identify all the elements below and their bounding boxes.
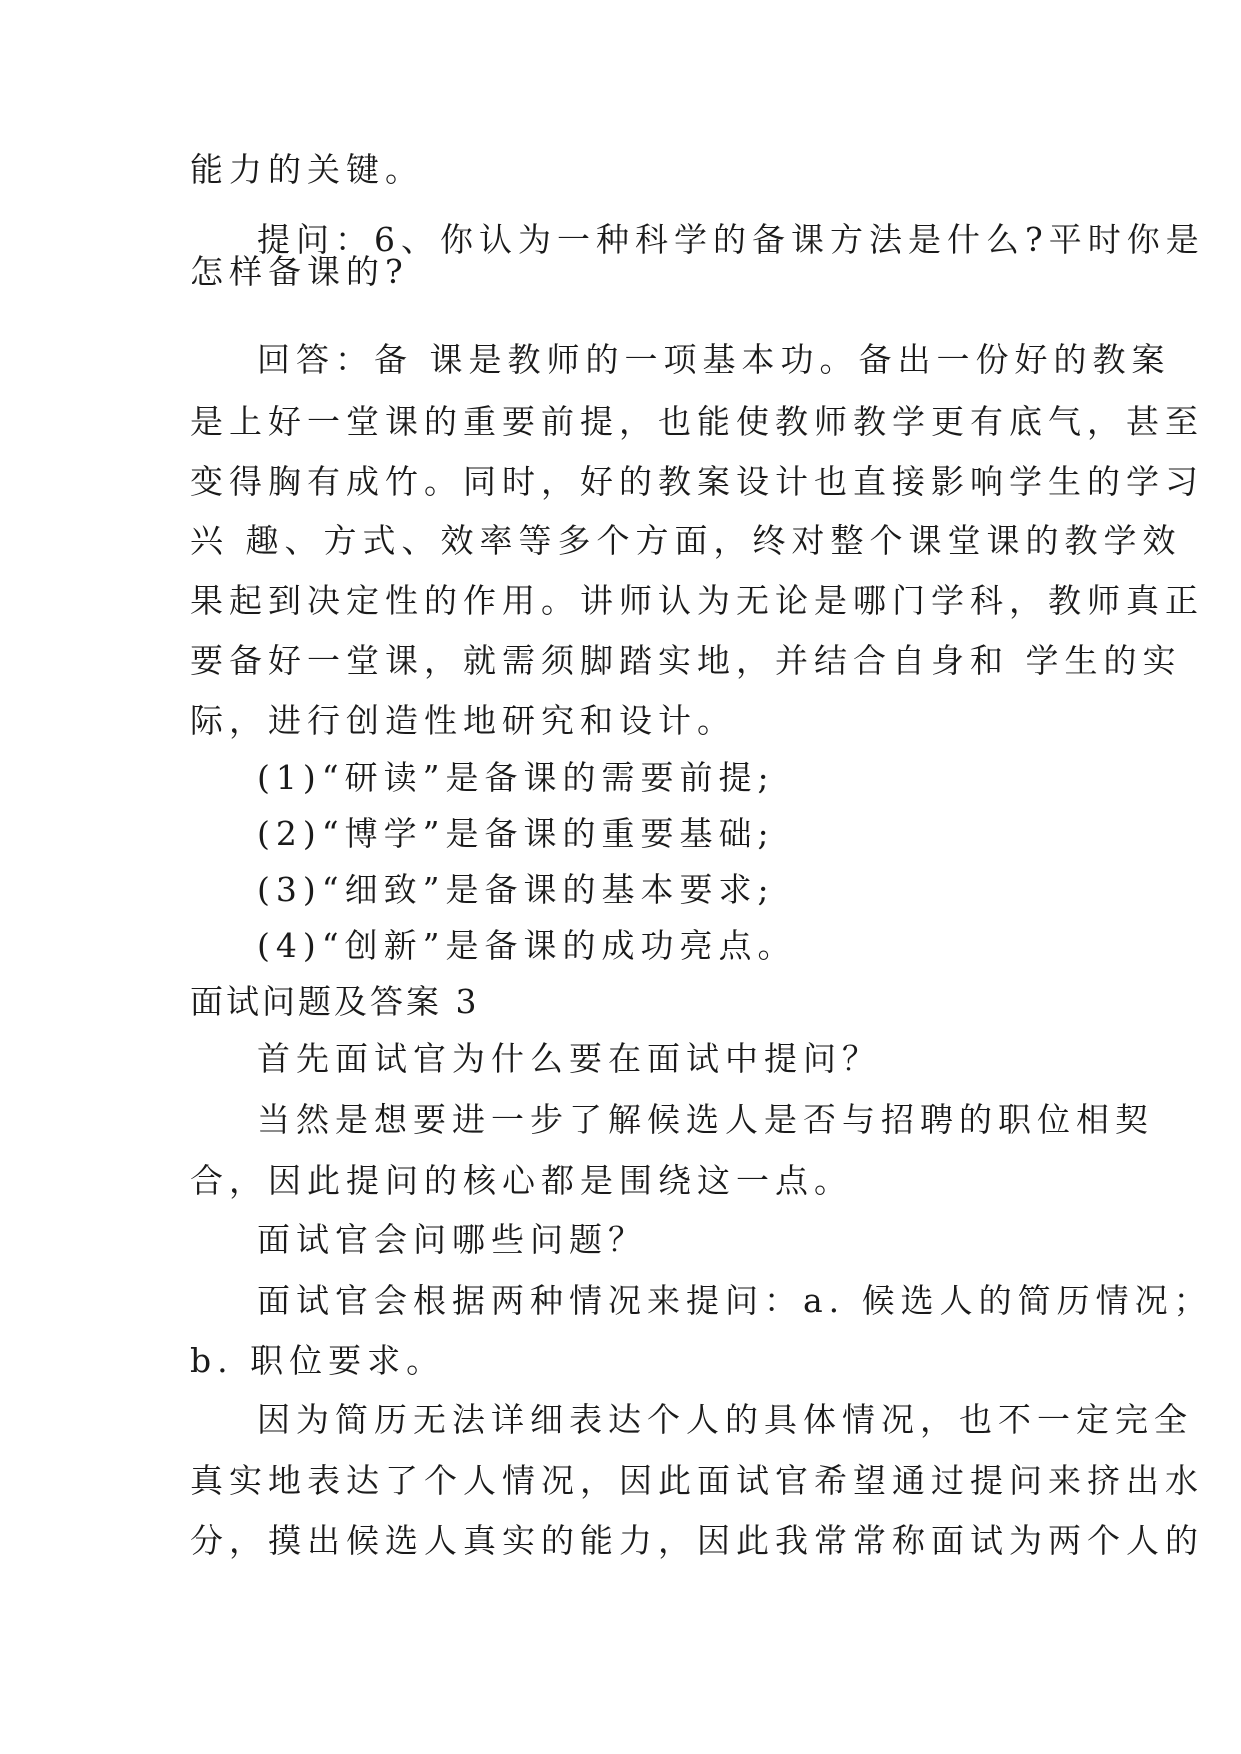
text-line: 变得胸有成竹。同时，好的教案设计也直接影响学生的学习: [190, 462, 1204, 501]
text-line: 是上好一堂课的重要前提，也能使教师教学更有底气，甚至: [190, 402, 1204, 441]
text-line: 兴 趣、方式、效率等多个方面，终对整个课堂课的教学效: [190, 521, 1182, 560]
text-line: b. 职位要求。: [190, 1341, 446, 1380]
text-line: 真实地表达了个人情况，因此面试官希望通过提问来挤出水: [190, 1461, 1204, 1500]
text-line: 当然是想要进一步了解候选人是否与招聘的职位相契: [257, 1100, 1154, 1139]
list-item: (4)“创新”是备课的成功亮点。: [257, 926, 797, 965]
list-item: (2)“博学”是备课的重要基础;: [257, 814, 775, 853]
text-line: 能力的关键。: [190, 150, 424, 189]
list-item: (1)“研读”是备课的需要前提;: [257, 758, 775, 797]
text-line: 要备好一堂课，就需须脚踏实地，并结合自身和 学生的实: [190, 641, 1182, 680]
text-line: 面试官会问哪些问题？: [257, 1220, 647, 1259]
text-line: 分，摸出候选人真实的能力，因此我常常称面试为两个人的: [190, 1521, 1204, 1560]
text-line: 因为简历无法详细表达个人的具体情况，也不一定完全: [257, 1400, 1193, 1439]
answer-line: 回答：备 课是教师的一项基本功。备出一份好的教案: [257, 340, 1171, 379]
list-item: (3)“细致”是备课的基本要求;: [257, 870, 775, 909]
text-line: 合，因此提问的核心都是围绕这一点。: [190, 1161, 853, 1200]
section-heading: 面试问题及答案 3: [190, 982, 480, 1021]
text-line: 面试官会根据两种情况来提问：a. 候选人的简历情况；: [257, 1281, 1213, 1320]
question-line: 提问：6、你认为一种科学的备课方法是什么?平时你是: [257, 220, 1205, 259]
text-line: 果起到决定性的作用。讲师认为无论是哪门学科，教师真正: [190, 581, 1204, 620]
text-line: 际，进行创造性地研究和设计。: [190, 701, 736, 740]
text-line: 怎样备课的?: [190, 252, 409, 291]
text-line: 首先面试官为什么要在面试中提问？: [257, 1039, 881, 1078]
